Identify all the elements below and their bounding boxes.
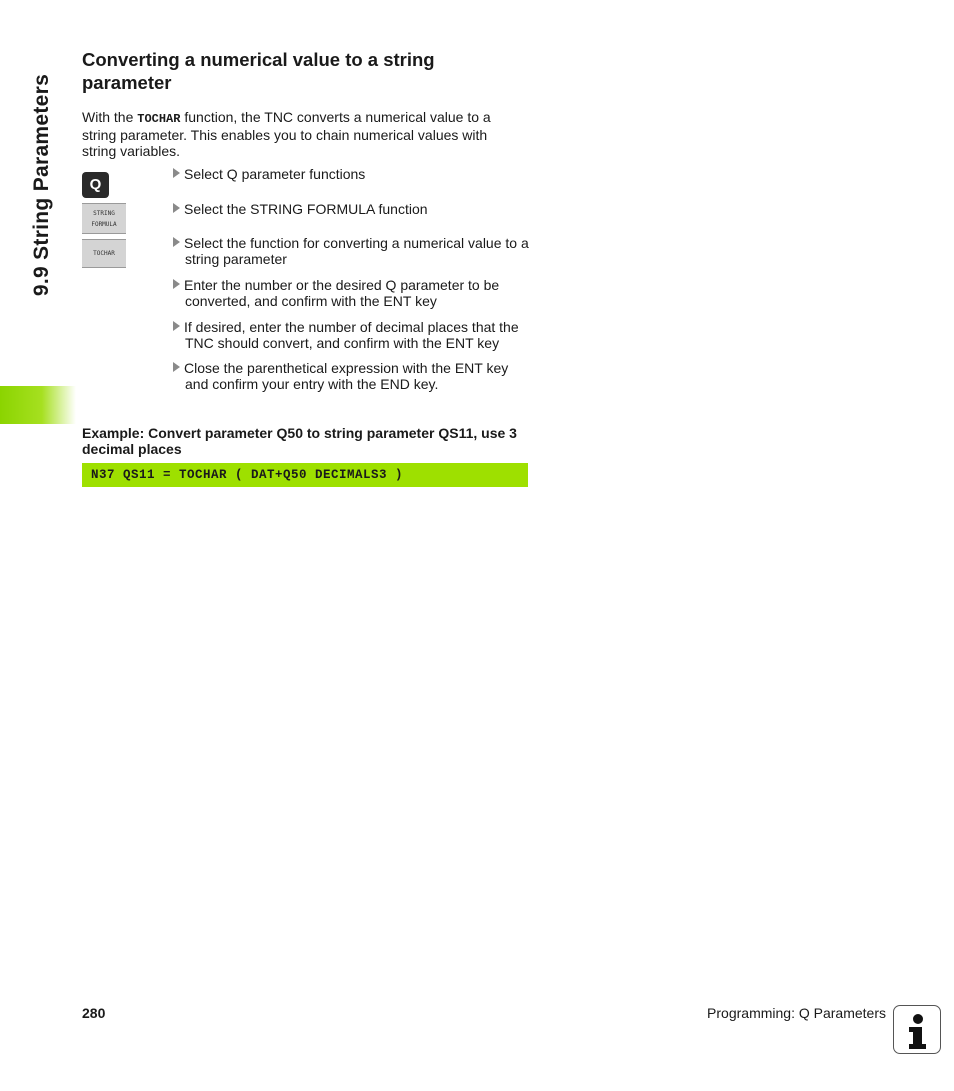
- step-item: [172, 201, 545, 217]
- step-item: [172, 166, 545, 182]
- softkey-string-formula: [82, 203, 126, 234]
- triangle-right-icon: [173, 362, 180, 372]
- step-item: [172, 319, 530, 351]
- softkey-tochar: [82, 239, 126, 268]
- triangle-right-icon: [173, 321, 180, 331]
- q-key: Q: [82, 172, 109, 198]
- triangle-right-icon: [173, 279, 180, 289]
- step-item: [172, 235, 530, 267]
- intro-paragraph: [82, 109, 522, 159]
- info-icon: [893, 1005, 941, 1054]
- page-number: 280: [82, 1005, 106, 1021]
- triangle-right-icon: [173, 203, 180, 213]
- side-section-title: [24, 40, 60, 330]
- example-title: Example: Convert parameter Q50 to string parameter QS11, use 3 decimal places: [82, 425, 517, 457]
- step-text: Close the parenthetical expression with the ENT key and confirm your entry with the END key.: [184, 360, 509, 392]
- step-text: Select the STRING FORMULA function: [184, 201, 428, 217]
- triangle-right-icon: [173, 237, 180, 247]
- step-item: [172, 360, 530, 392]
- softkey-string-formula-line2: FORMULA: [91, 220, 117, 228]
- softkey-string-formula-line1: STRING: [93, 209, 115, 217]
- side-chapter-tab: [0, 386, 76, 424]
- section-heading: Converting a numerical value to a string parameter: [82, 49, 435, 93]
- example-code-line: N37 QS11 = TOCHAR ( DAT+Q50 DECIMALS3 ): [82, 463, 528, 487]
- step-text: If desired, enter the number of decimal places that the TNC should convert, and confirm with the ENT key: [184, 319, 519, 351]
- footer-chapter-title: Programming: Q Parameters: [707, 1005, 886, 1021]
- softkey-tochar-label: TOCHAR: [93, 250, 115, 257]
- intro-text-before: With the: [82, 109, 138, 125]
- intro-text-after: function, the TNC converts a numerical value to a string parameter. This enables you to chain numerical values with string variables.: [82, 109, 491, 159]
- intro-keyword: TOCHAR: [137, 112, 181, 126]
- step-item: [172, 277, 530, 309]
- side-section-title-text: 9.9 String Parameters: [30, 73, 53, 297]
- triangle-right-icon: [173, 168, 180, 178]
- step-text: Enter the number or the desired Q parameter to be converted, and confirm with the ENT key: [184, 277, 500, 309]
- info-glyph: [894, 1006, 940, 1053]
- step-text: Select the function for converting a numerical value to a string parameter: [184, 235, 529, 267]
- step-text: Select Q parameter functions: [184, 166, 366, 182]
